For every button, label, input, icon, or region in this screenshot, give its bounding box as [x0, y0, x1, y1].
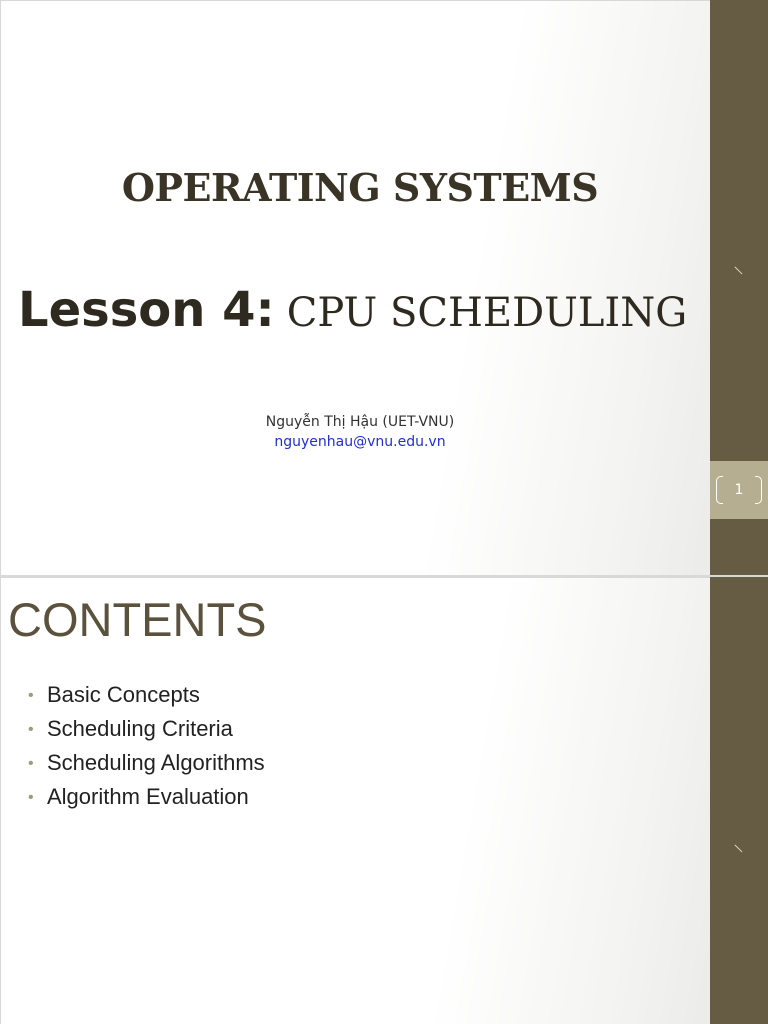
- list-item: [28, 715, 265, 749]
- lesson-topic: CPU SCHEDULING: [286, 290, 688, 336]
- bracket-right-icon: [755, 476, 762, 504]
- contents-list: [28, 681, 265, 817]
- lesson-label: Lesson 4:: [18, 282, 275, 338]
- list-item: [28, 783, 265, 817]
- list-item-label: Scheduling Criteria: [47, 716, 233, 741]
- slide-sidebar: [710, 577, 768, 1024]
- contents-heading: CONTENTS: [8, 593, 267, 646]
- list-item-label: Algorithm Evaluation: [47, 784, 249, 809]
- bullet-icon: •: [28, 789, 34, 806]
- list-item-label: Basic Concepts: [47, 682, 200, 707]
- list-item: [28, 681, 265, 715]
- course-title: OPERATING SYSTEMS: [121, 165, 599, 210]
- lesson-heading: [18, 282, 708, 338]
- author-email-link[interactable]: nguyenhau@vnu.edu.vn: [274, 434, 446, 450]
- bullet-icon: •: [28, 687, 34, 704]
- author-name: Nguyễn Thị Hậu (UET-VNU): [265, 414, 455, 430]
- list-item-label: Scheduling Algorithms: [47, 750, 265, 775]
- bullet-icon: •: [28, 755, 34, 772]
- bullet-icon: •: [28, 721, 34, 738]
- list-item: [28, 749, 265, 783]
- flourish-icon: 𝈺: [731, 266, 745, 275]
- flourish-icon: 𝈺: [731, 844, 745, 853]
- slide-sidebar: [710, 0, 768, 575]
- page-number: 1: [734, 482, 744, 498]
- page-number-tab: [710, 461, 768, 519]
